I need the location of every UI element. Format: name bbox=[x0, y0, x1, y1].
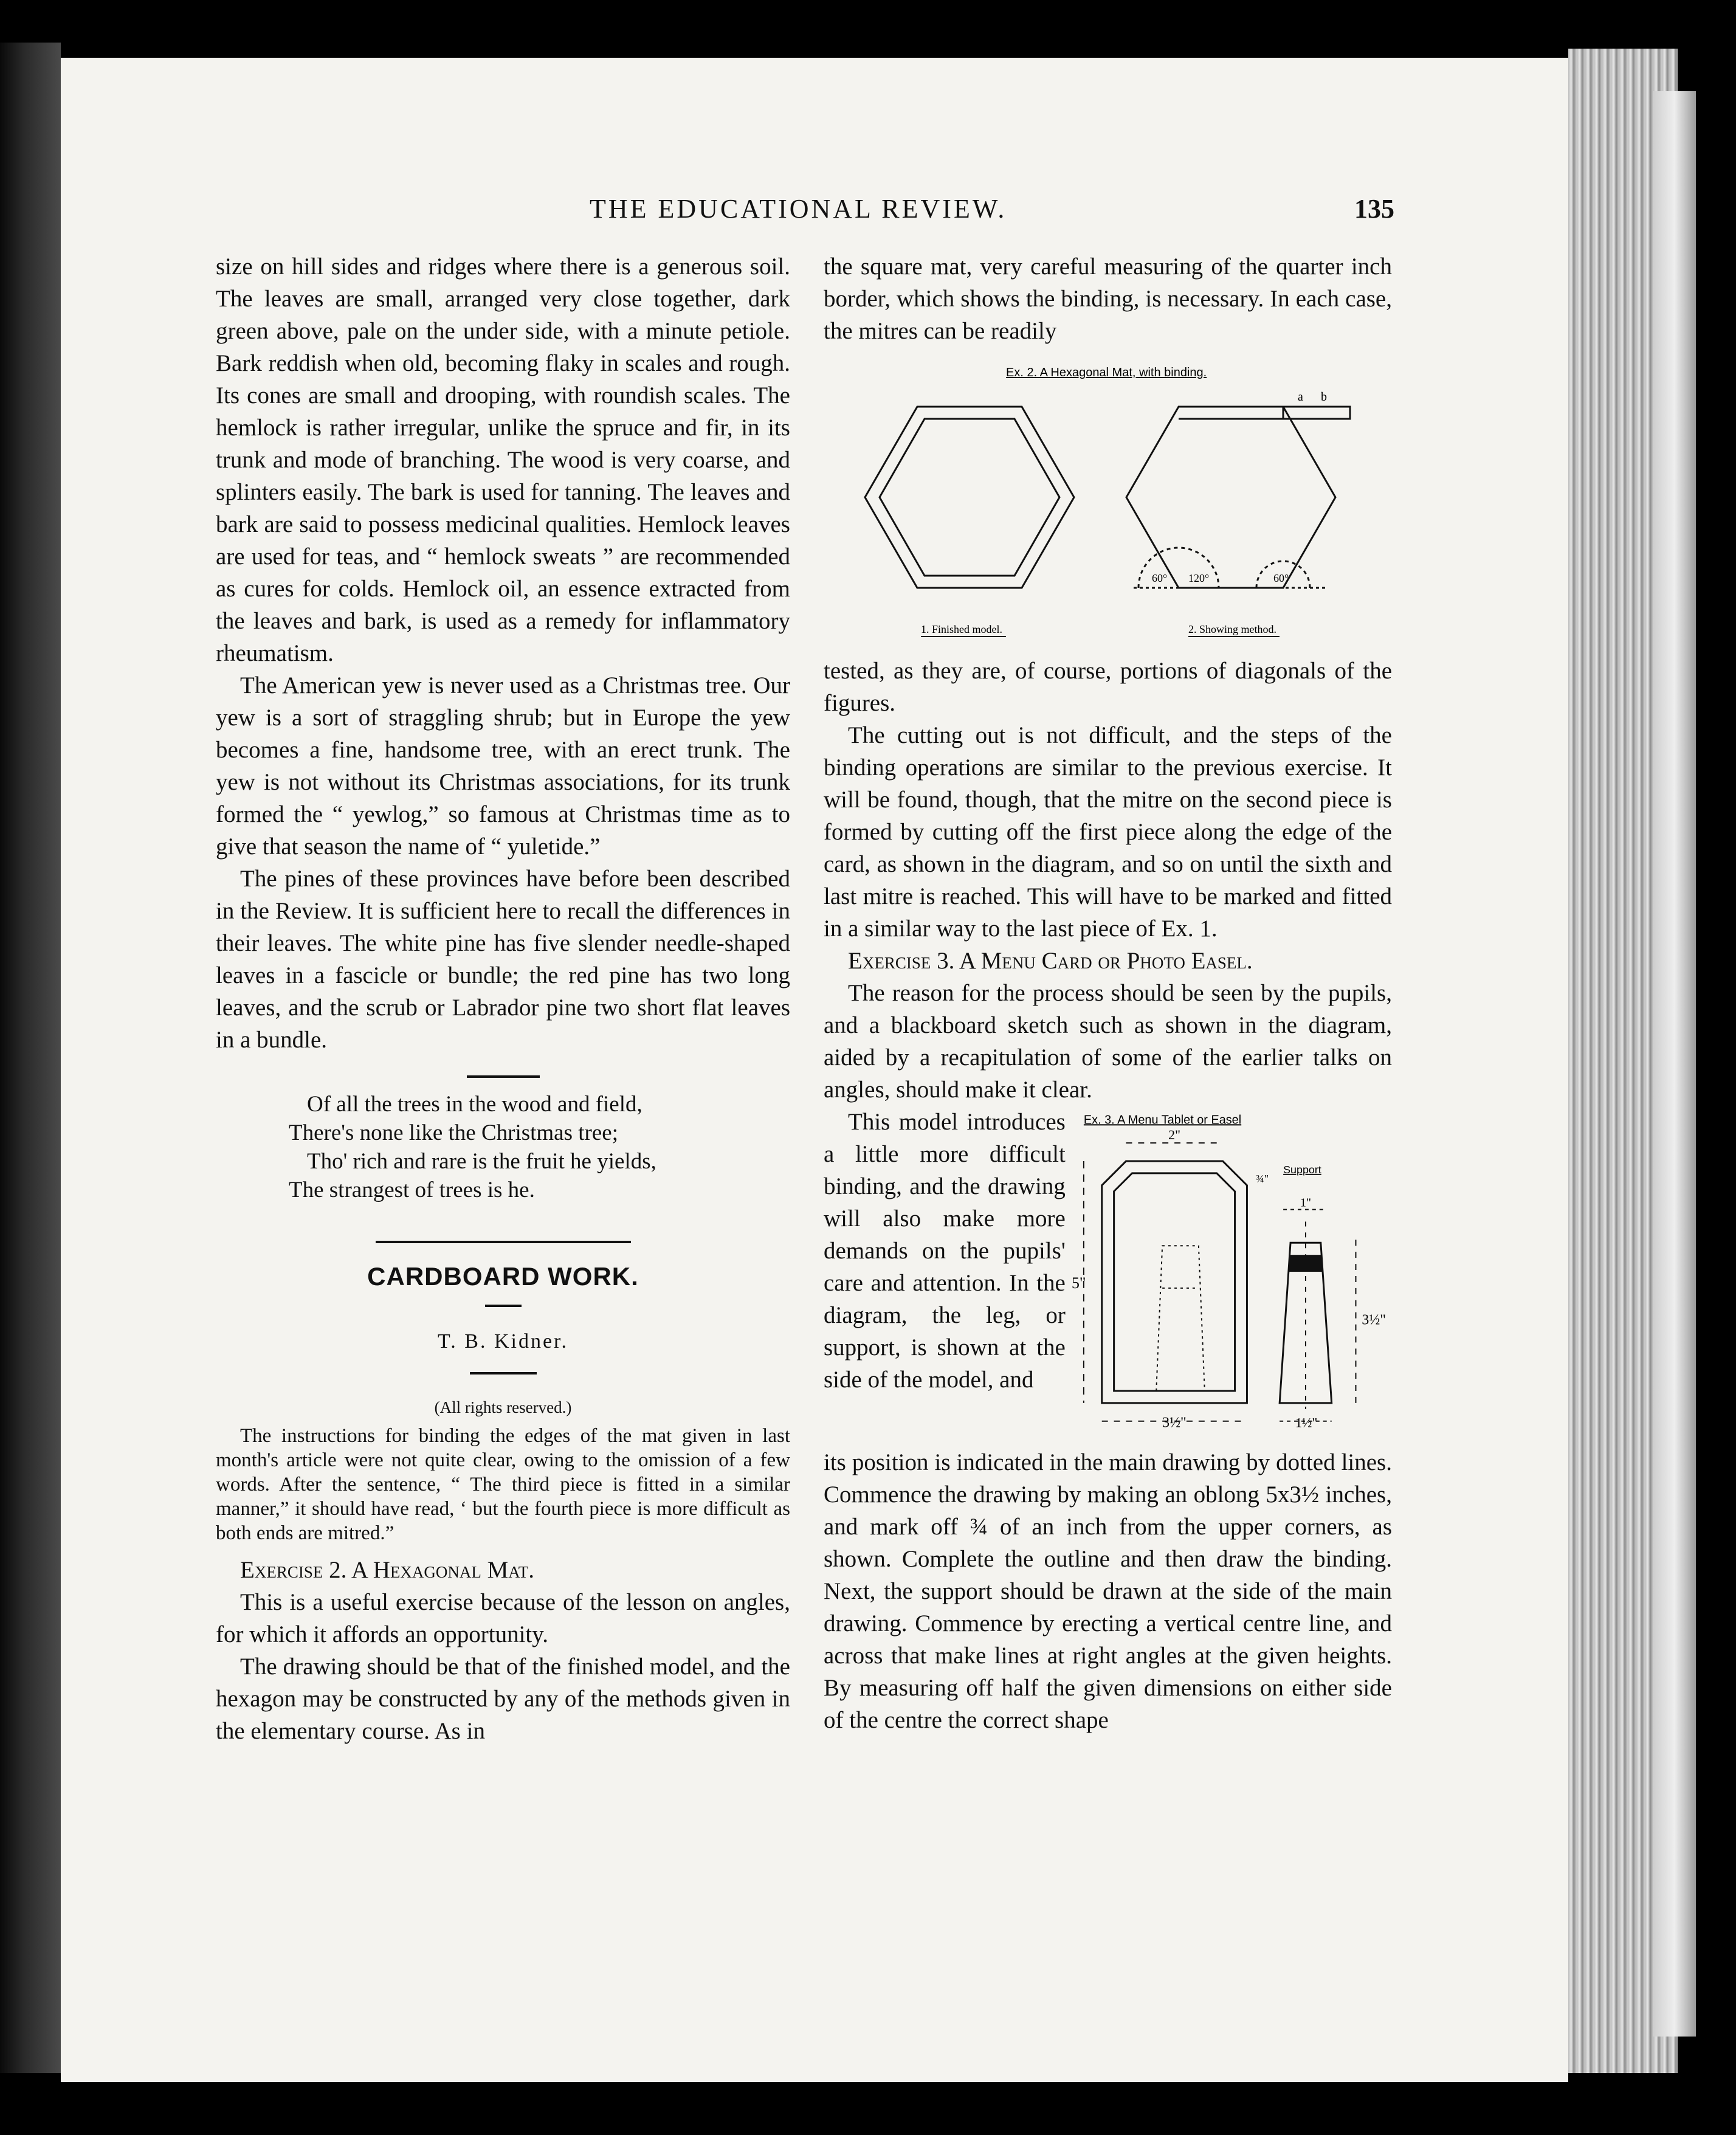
poem-line: Tho' rich and rare is the fruit he yields, bbox=[307, 1149, 656, 1174]
left-column bbox=[216, 250, 790, 1747]
wrapped-section bbox=[824, 1106, 1392, 1446]
dimension-label-support-height: 3½" bbox=[1362, 1312, 1386, 1328]
dimension-label-corner: ¾" bbox=[1256, 1172, 1269, 1185]
hexagonal-mat-figure bbox=[848, 358, 1365, 644]
poem-line: There's none like the Christmas tree; bbox=[289, 1120, 618, 1145]
hexagon-inner bbox=[880, 419, 1059, 576]
divider bbox=[467, 1075, 540, 1078]
exercise-3-heading: Exercise 3. A Menu Card or Photo Easel. bbox=[848, 948, 1253, 974]
tablet-outer bbox=[1102, 1161, 1247, 1403]
paragraph-drawing: The drawing should be that of the finished model, and the hexagon may be constructed by any of the methods given in the elementary course. As in bbox=[216, 1654, 790, 1744]
paragraph-square-mat: the square mat, very careful measuring of the quarter inch border, which shows the binding, is necessary. In each case, the mitres can be readily bbox=[824, 254, 1392, 344]
poem-line: The strangest of trees is he. bbox=[289, 1178, 535, 1202]
divider bbox=[470, 1372, 537, 1374]
poem-line: Of all the trees in the wood and field, bbox=[307, 1092, 642, 1117]
article-title: CARDBOARD WORK. bbox=[367, 1262, 639, 1291]
book-spine-shadow bbox=[0, 43, 61, 2073]
support-position-dotted bbox=[1156, 1246, 1205, 1391]
dimension-label-bottom: 3½" bbox=[1162, 1415, 1187, 1431]
right-column bbox=[824, 250, 1392, 1736]
paragraph-hemlock: size on hill sides and ridges where there is a generous soil. The leaves are small, arranged very close together, dark green above, pale on the under side, with a minute petiole. Bark reddish when old, becoming flaky in scales and rough. Its cones are small and drooping, with roundish scales. The hemlock is rather irregular, unlike the spruce and fir, in its trunk and mode of branching. The wood is very coarse, and splinters easily. The bark is used for tanning. The leaves and bark are said to possess medicinal qualities. Hemlock leaves are used for teas, and “ hemlock sweats ” are recommended as cures for colds. Hemlock oil, an essence extracted from the leaves and bark, is used as a remedy for inflammatory rheumatism. bbox=[216, 254, 790, 666]
dimension-label-side: 5" bbox=[1071, 1274, 1086, 1292]
paragraph-model-intro: This model introduces a little more difficult binding, and the drawing will also make more demands on the pupils' care and attention. In the diagram, the leg, or support, is shown at the side of the model, and bbox=[824, 1109, 1066, 1393]
correction-note: The instructions for binding the edges of the mat given in last month's article were not quite clear, owing to the omission of a few words. After the sentence, “ The third piece is fitted in a similar manner,” it should have read, ‘ but the fourth piece is more difficult as both ends are mitred.” bbox=[216, 1425, 790, 1544]
section-rule bbox=[376, 1241, 631, 1243]
divider bbox=[485, 1305, 522, 1307]
paragraph-exercise-2: This is a useful exercise because of the lesson on angles, for which it affords an opportunity. bbox=[216, 1589, 790, 1647]
dimension-label-support-top: 1" bbox=[1300, 1196, 1311, 1210]
page-number: 135 bbox=[1354, 194, 1394, 224]
point-b-label: b bbox=[1321, 390, 1327, 404]
angle-label-60: 60° bbox=[1152, 572, 1168, 584]
angle-label-60b: 60° bbox=[1273, 572, 1289, 584]
figure-label-method: 2. Showing method. bbox=[1188, 623, 1277, 635]
hexagon-outer bbox=[865, 407, 1074, 588]
page-stack-edges-outer bbox=[1653, 91, 1696, 2037]
figure-caption: Ex. 3. A Menu Tablet or Easel bbox=[1083, 1113, 1242, 1127]
point-a-label: a bbox=[1298, 390, 1303, 404]
support-label: Support bbox=[1283, 1163, 1321, 1176]
rights-notice: (All rights reserved.) bbox=[434, 1398, 572, 1416]
paragraph-reason: The reason for the process should be seen by the pupils, and a blackboard sketch such as shown in the diagram, aided by a recapitulation of some of the earlier talks on angles, should make it clear. bbox=[824, 980, 1392, 1103]
running-head: THE EDUCATIONAL REVIEW. bbox=[590, 194, 1007, 224]
article-author: T. B. Kidner. bbox=[438, 1330, 568, 1353]
paragraph-yew: The American yew is never used as a Christmas tree. Our yew is a sort of straggling shrub; but in Europe the yew becomes a fine, handsome tree, with an erect trunk. The yew is not without its Christmas associations, for its trunk formed the “ yewlog,” so famous at Christmas time as to give that season the name of “ yuletide.” bbox=[216, 672, 790, 860]
dimension-label-support-bottom: 1½" bbox=[1295, 1415, 1318, 1430]
menu-tablet-figure bbox=[1072, 1106, 1392, 1446]
paragraph-pines: The pines of these provinces have before been described in the Review. It is sufficient here to recall the differences in their leaves. The white pine has five slender needle-shaped leaves in a fascicle or bundle; the red pine has two long leaves, and the scrub or Labrador pine two short flat leaves in a bundle. bbox=[216, 866, 790, 1053]
figure-caption: Ex. 2. A Hexagonal Mat, with binding. bbox=[1006, 366, 1207, 379]
angle-label-120: 120° bbox=[1188, 572, 1210, 584]
dimension-label-top: 2" bbox=[1168, 1128, 1180, 1143]
figure-label-finished: 1. Finished model. bbox=[921, 623, 1002, 635]
hexagon-outer-method bbox=[1126, 407, 1335, 588]
exercise-2-heading: Exercise 2. A Hexagonal Mat. bbox=[240, 1557, 535, 1583]
poem bbox=[289, 1090, 790, 1204]
binding-strip bbox=[1283, 407, 1350, 419]
support-hinge bbox=[1289, 1255, 1322, 1272]
tablet-inner bbox=[1114, 1173, 1235, 1391]
paragraph-instructions: its position is indicated in the main drawing by dotted lines. Commence the drawing by making an oblong 5x3½ inches, and mark off ¾ of an inch from the upper corners, as shown. Complete the outline and then draw the binding. Next, the support should be drawn at the side of the main drawing. Commence by erecting a vertical centre line, and across that make lines at right angles at the given heights. By measuring off half the given dimensions on either side of the centre the correct shape bbox=[824, 1449, 1392, 1733]
paragraph-cutting: The cutting out is not difficult, and the steps of the binding operations are similar to the previous exercise. It will be found, though, that the mitre on the second piece is formed by cutting off the first piece along the edge of the card, as shown in the diagram, and so on until the sixth and last mitre is reached. This will have to be marked and fitted in a similar way to the last piece of Ex. 1. bbox=[824, 722, 1392, 942]
paragraph-diagonals: tested, as they are, of course, portions of diagonals of the figures. bbox=[824, 658, 1392, 716]
